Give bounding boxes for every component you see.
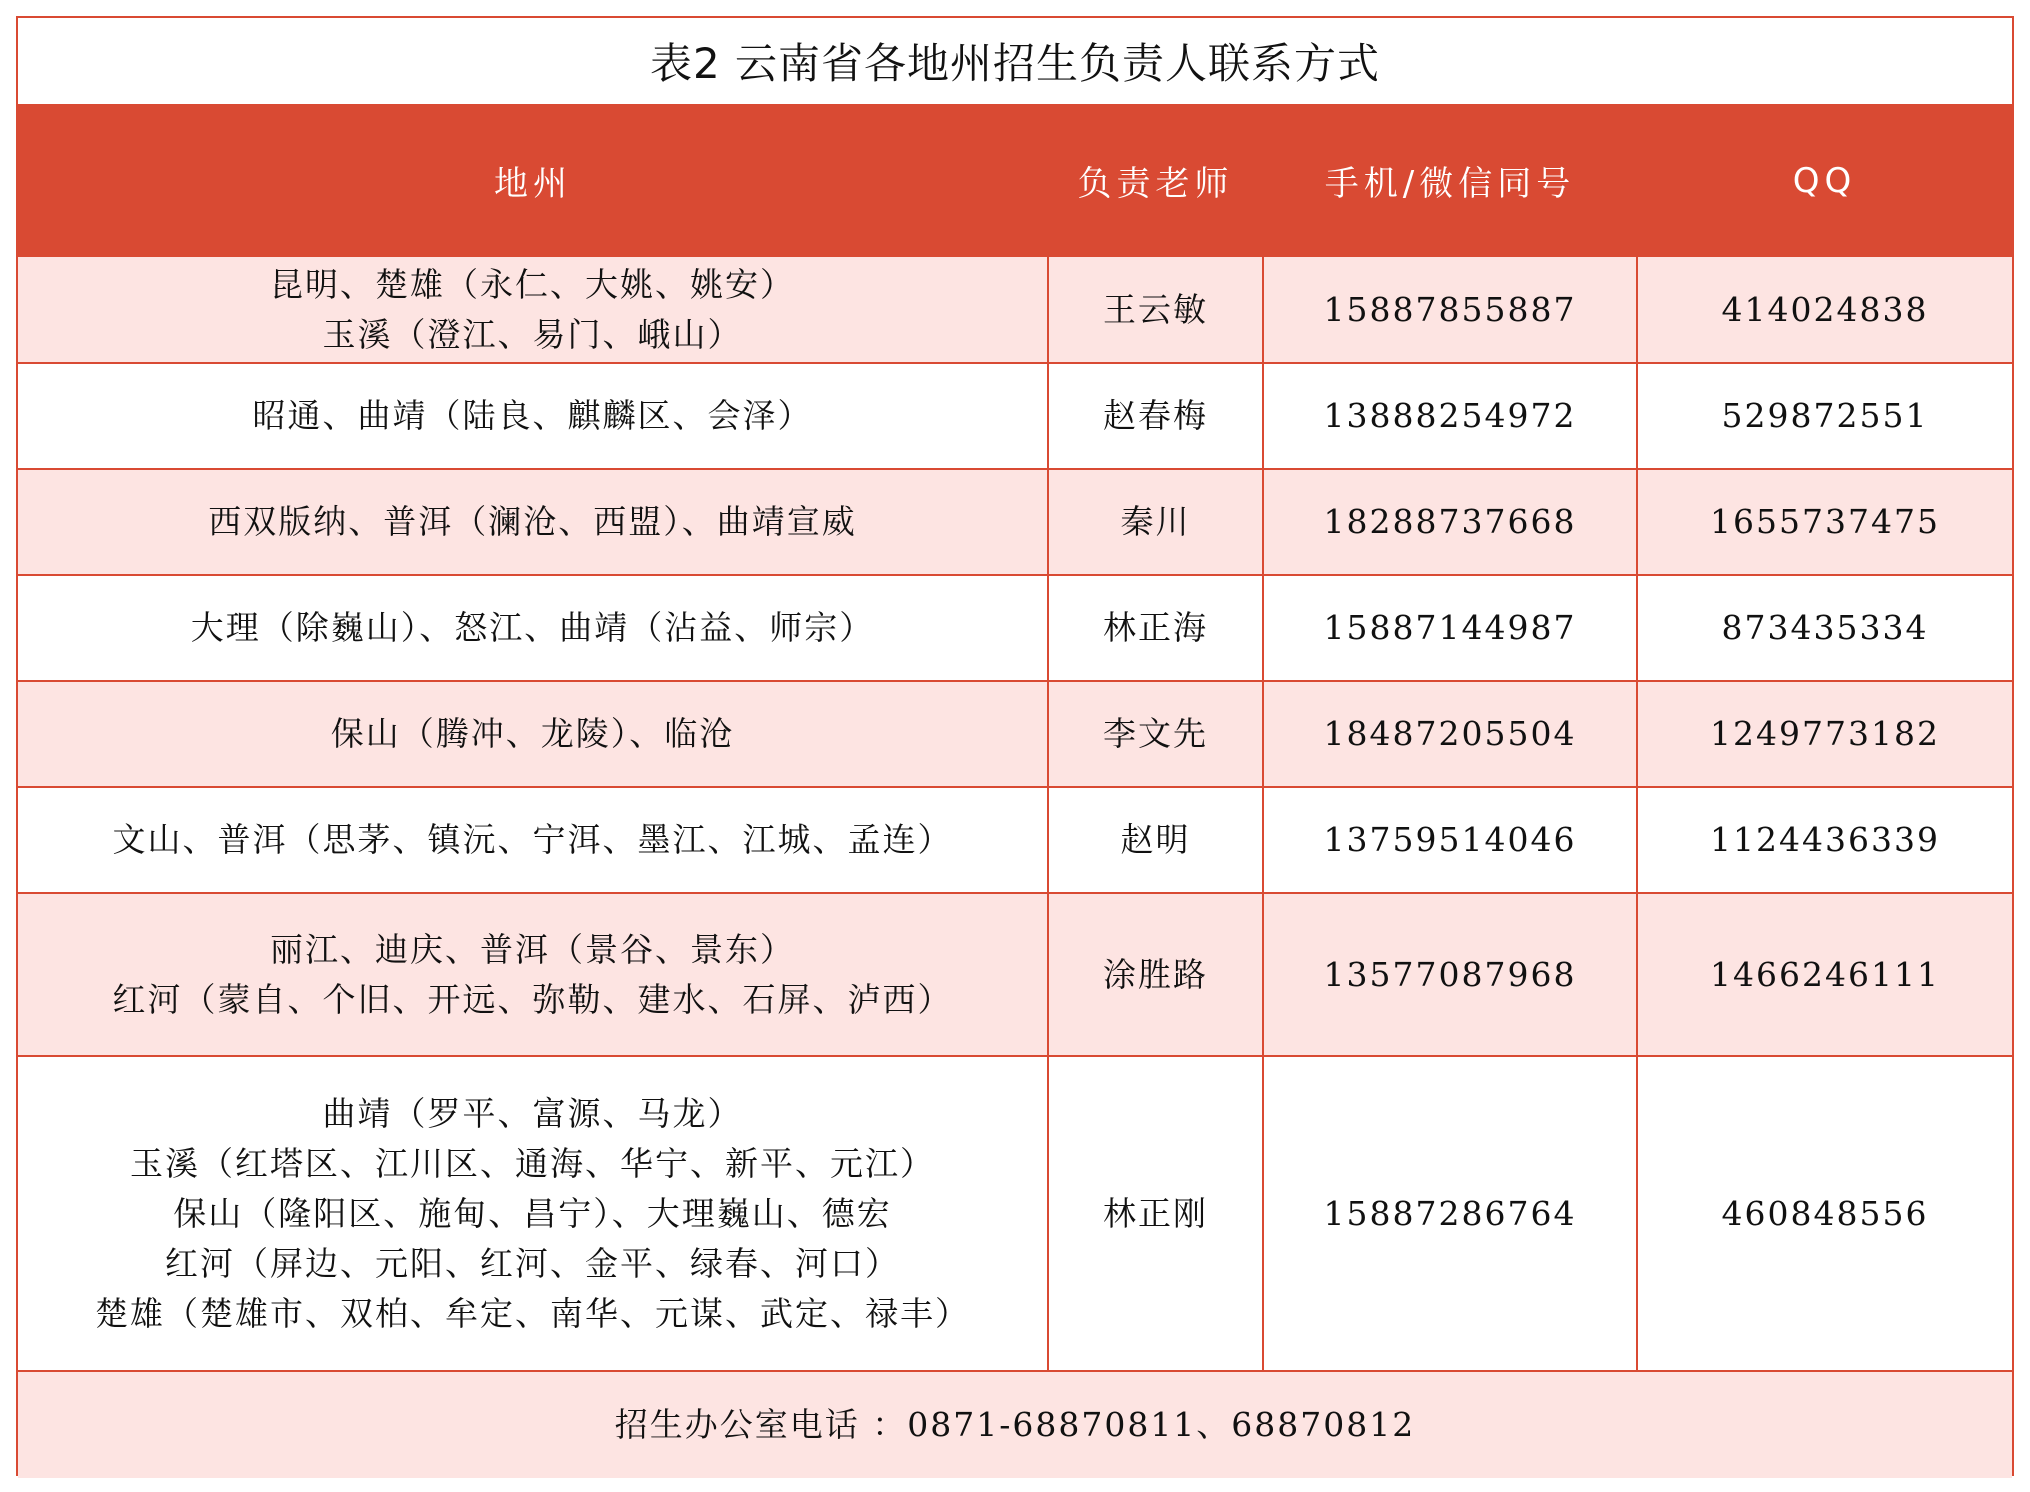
teacher-cell: 林正刚 bbox=[1048, 1056, 1263, 1371]
table-row bbox=[18, 469, 2012, 575]
region-cell bbox=[18, 1056, 1048, 1371]
header-teacher: 负责老师 bbox=[1048, 104, 1263, 257]
qq-cell: 1249773182 bbox=[1637, 681, 2012, 787]
region-cell bbox=[18, 257, 1048, 363]
phone-cell: 13759514046 bbox=[1263, 787, 1637, 893]
teacher-cell: 涂胜路 bbox=[1048, 893, 1263, 1056]
teacher-cell: 赵明 bbox=[1048, 787, 1263, 893]
table-row bbox=[18, 575, 2012, 681]
table-row bbox=[18, 363, 2012, 469]
region-cell bbox=[18, 363, 1048, 469]
office-phone: 招生办公室电话 ：0871-68870811、68870812 bbox=[18, 1371, 2012, 1478]
region-line: 昆明、楚雄（永仁、大姚、姚安） bbox=[270, 264, 795, 304]
footer-row bbox=[18, 1371, 2012, 1478]
teacher-cell: 王云敏 bbox=[1048, 257, 1263, 363]
header-qq: QQ bbox=[1637, 104, 2012, 257]
header-row bbox=[18, 104, 2012, 257]
teacher-cell: 赵春梅 bbox=[1048, 363, 1263, 469]
region-line: 玉溪（澄江、易门、峨山） bbox=[322, 314, 743, 354]
table-row bbox=[18, 681, 2012, 787]
phone-cell: 15887286764 bbox=[1263, 1056, 1637, 1371]
region-line: 丽江、迪庆、普洱（景谷、景东） bbox=[270, 929, 795, 969]
qq-cell: 529872551 bbox=[1637, 363, 2012, 469]
qq-cell: 460848556 bbox=[1637, 1056, 2012, 1371]
table-row bbox=[18, 787, 2012, 893]
teacher-cell: 李文先 bbox=[1048, 681, 1263, 787]
region-line: 曲靖（罗平、富源、马龙） bbox=[322, 1093, 743, 1133]
table-row bbox=[18, 1056, 2012, 1371]
region-cell bbox=[18, 787, 1048, 893]
phone-cell: 18487205504 bbox=[1263, 681, 1637, 787]
table-row bbox=[18, 893, 2012, 1056]
header-region: 地州 bbox=[18, 104, 1048, 257]
phone-cell: 18288737668 bbox=[1263, 469, 1637, 575]
region-line: 玉溪（红塔区、江川区、通海、华宁、新平、元江） bbox=[130, 1143, 935, 1183]
teacher-cell: 林正海 bbox=[1048, 575, 1263, 681]
qq-cell: 873435334 bbox=[1637, 575, 2012, 681]
phone-cell: 13577087968 bbox=[1263, 893, 1637, 1056]
table-row bbox=[18, 257, 2012, 363]
region-cell bbox=[18, 893, 1048, 1056]
teacher-cell: 秦川 bbox=[1048, 469, 1263, 575]
region-line: 文山、普洱（思茅、镇沅、宁洱、墨江、江城、孟连） bbox=[112, 820, 953, 859]
phone-cell: 15887144987 bbox=[1263, 575, 1637, 681]
table-title: 表2 云南省各地州招生负责人联系方式 bbox=[649, 39, 1381, 88]
region-line: 保山（隆阳区、施甸、昌宁）、大理巍山、德宏 bbox=[173, 1193, 892, 1233]
qq-cell: 1655737475 bbox=[1637, 469, 2012, 575]
table-frame bbox=[16, 16, 2014, 1476]
header-phone: 手机/微信同号 bbox=[1263, 104, 1637, 257]
qq-cell: 1466246111 bbox=[1637, 893, 2012, 1056]
region-line: 西双版纳、普洱（澜沧、西盟）、曲靖宣威 bbox=[208, 502, 857, 541]
region-cell bbox=[18, 469, 1048, 575]
region-line: 红河（蒙自、个旧、开远、弥勒、建水、石屏、泸西） bbox=[112, 979, 953, 1019]
qq-cell: 414024838 bbox=[1637, 257, 2012, 363]
region-line: 大理（除巍山）、怒江、曲靖（沾益、师宗） bbox=[190, 608, 875, 647]
region-cell bbox=[18, 681, 1048, 787]
region-line: 楚雄（楚雄市、双柏、牟定、南华、元谋、武定、禄丰） bbox=[95, 1293, 970, 1333]
phone-cell: 15887855887 bbox=[1263, 257, 1637, 363]
region-line: 红河（屏边、元阳、红河、金平、绿春、河口） bbox=[165, 1243, 900, 1283]
region-line: 保山（腾冲、龙陵）、临沧 bbox=[330, 714, 735, 753]
region-cell bbox=[18, 575, 1048, 681]
phone-cell: 13888254972 bbox=[1263, 363, 1637, 469]
region-line: 昭通、曲靖（陆良、麒麟区、会泽） bbox=[252, 396, 813, 435]
contact-table bbox=[18, 104, 2012, 1478]
qq-cell: 1124436339 bbox=[1637, 787, 2012, 893]
